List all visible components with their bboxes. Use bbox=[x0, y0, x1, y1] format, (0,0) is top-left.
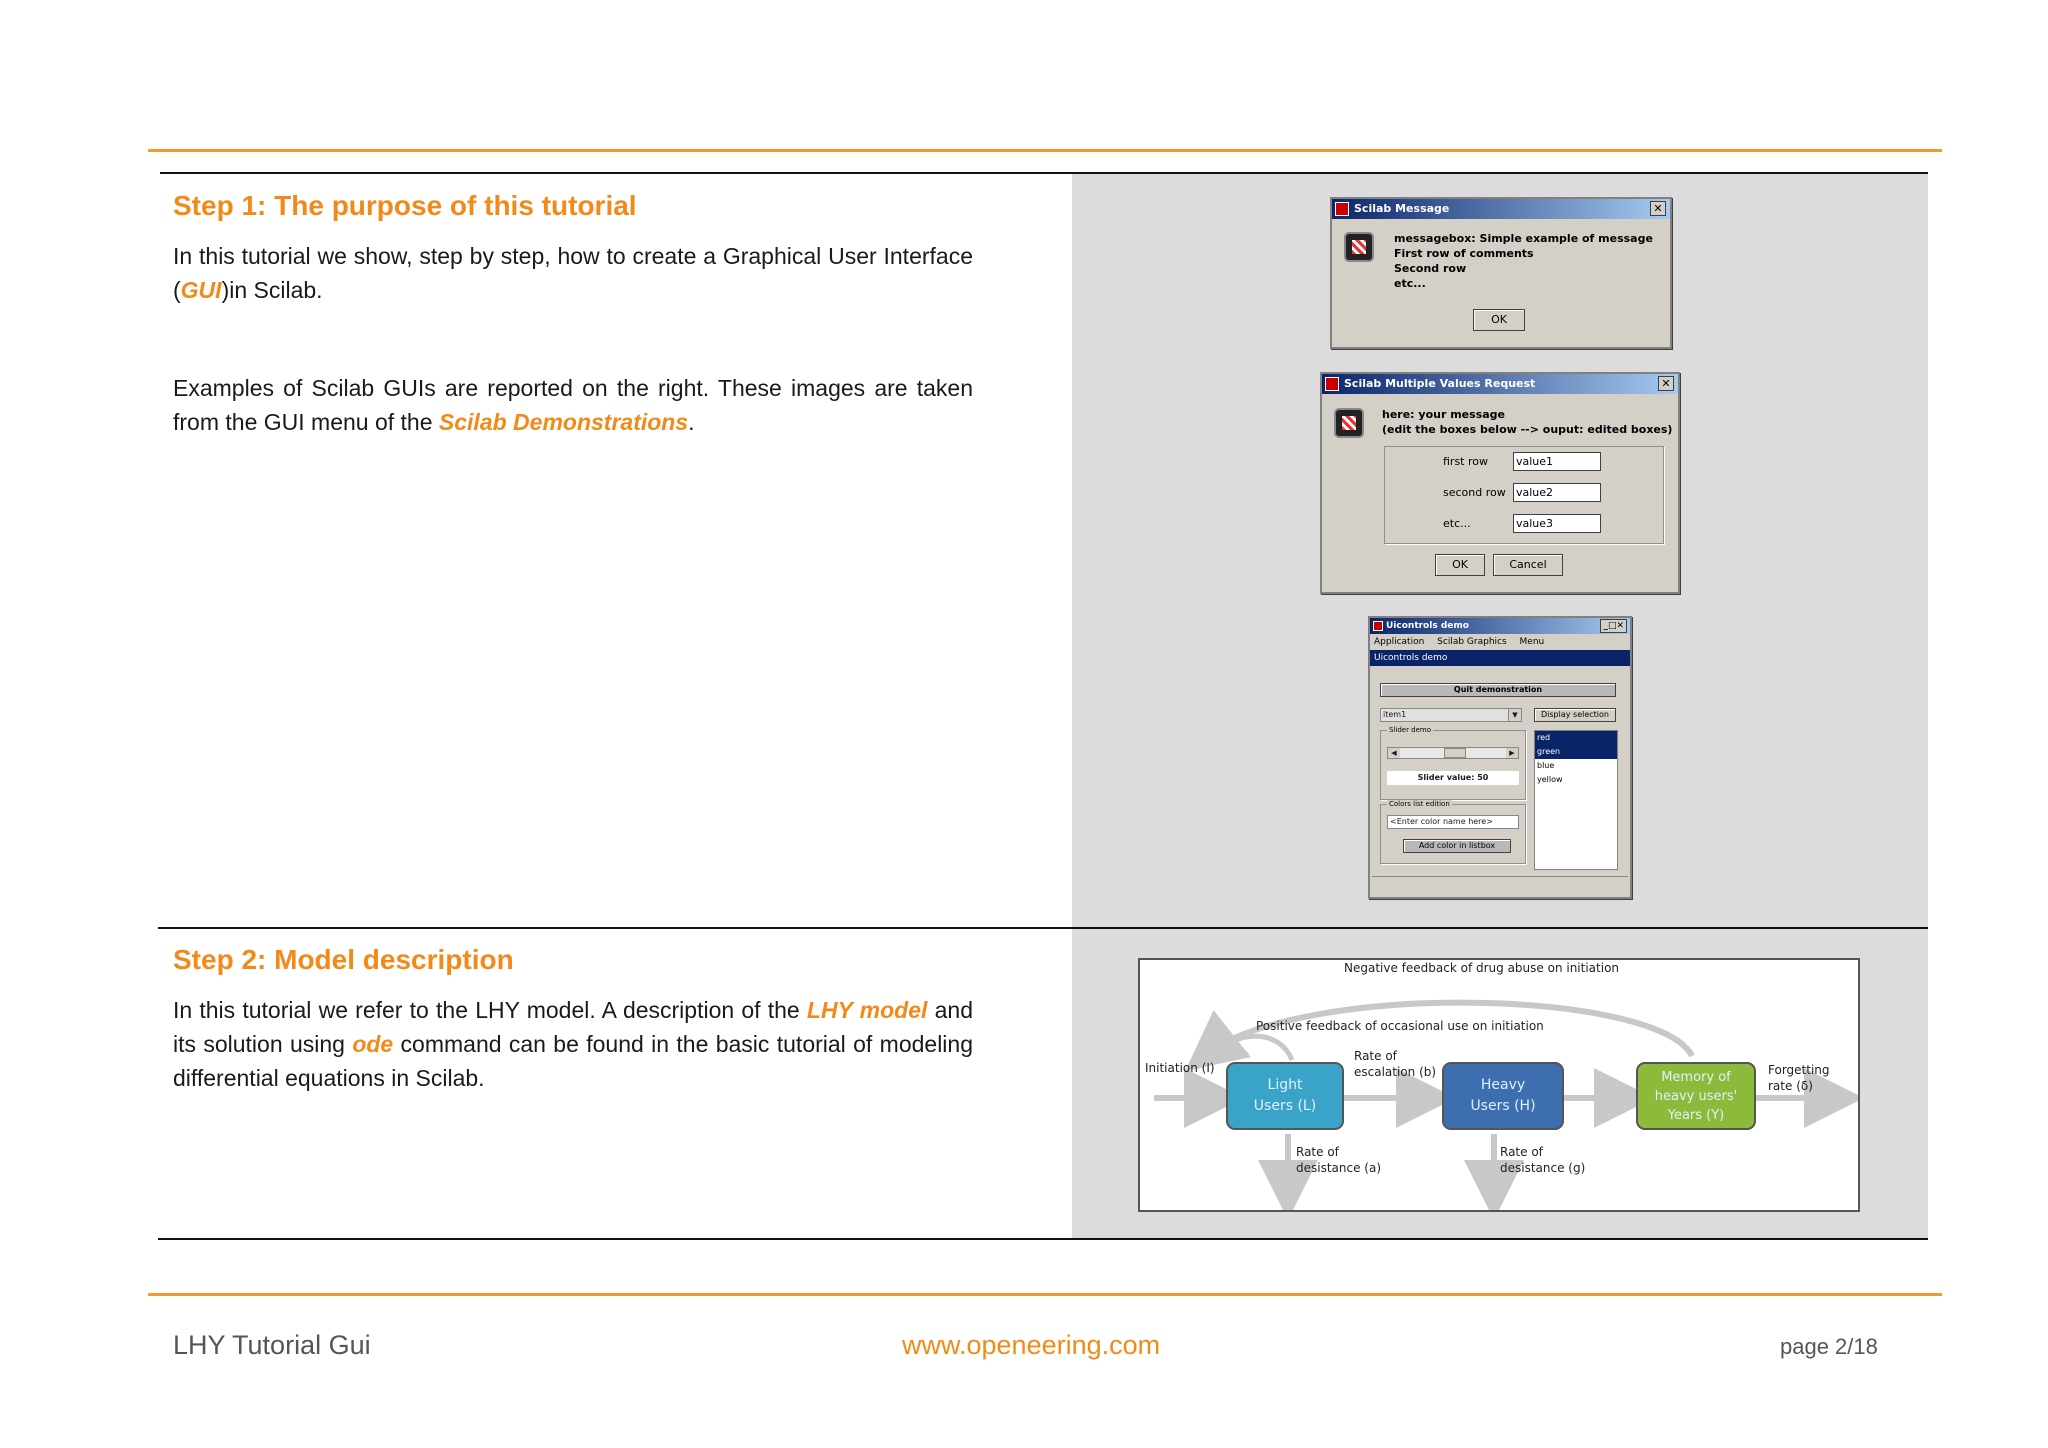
ok-button[interactable]: OK bbox=[1473, 309, 1525, 331]
uicontrols-demo-window bbox=[1368, 616, 1632, 899]
list-item[interactable]: yellow bbox=[1537, 775, 1563, 784]
color-name-input[interactable]: <Enter color name here> bbox=[1387, 815, 1519, 829]
values-dialog-titlebar: Scilab Multiple Values Request ✕ bbox=[1322, 374, 1678, 394]
ode-highlight: ode bbox=[352, 1031, 394, 1057]
initiation-label: Initiation (I) bbox=[1145, 1061, 1215, 1075]
step1-title: Step 1: The purpose of this tutorial bbox=[173, 190, 637, 221]
add-color-button[interactable]: Add color in listbox bbox=[1403, 839, 1511, 853]
second-row-field[interactable]: value2 bbox=[1513, 483, 1601, 502]
scilab-demonstrations-link[interactable]: Scilab Demonstrations bbox=[438, 409, 689, 435]
second-row-label: second row bbox=[1443, 486, 1506, 499]
scilab-icon bbox=[1373, 621, 1383, 631]
list-item[interactable]: green bbox=[1535, 745, 1617, 759]
light-users-box: Light Users (L) bbox=[1226, 1062, 1344, 1130]
uicontrols-menubar bbox=[1370, 634, 1630, 650]
lhy-model-diagram bbox=[1138, 958, 1860, 1212]
list-item[interactable]: red bbox=[1535, 731, 1617, 745]
footer-page-number: page 2/18 bbox=[1780, 1334, 1878, 1359]
uicontrols-frame-title: Uicontrols demo bbox=[1370, 650, 1630, 666]
ok-button[interactable]: OK bbox=[1435, 554, 1485, 576]
multiple-values-dialog bbox=[1320, 372, 1680, 594]
colors-list-edition-group: Colors list edition <Enter color name here> Add color in listbox bbox=[1380, 804, 1526, 864]
message-text: messagebox: Simple example of message First row of comments Second row etc... bbox=[1394, 232, 1653, 290]
scilab-logo-icon bbox=[1334, 408, 1364, 438]
slider-value-label: Slider value: 50 bbox=[1387, 771, 1519, 785]
display-selection-button[interactable]: Display selection bbox=[1534, 708, 1616, 722]
slider-thumb[interactable] bbox=[1444, 748, 1466, 758]
footer-rule bbox=[148, 1293, 1942, 1296]
step1-paragraph-2: Examples of Scilab GUIs are reported on the right. These images are taken from the GUI menu of the Scilab Demonstrations. bbox=[173, 375, 973, 435]
quit-demonstration-button[interactable]: Quit demonstration bbox=[1380, 683, 1616, 697]
scilab-icon bbox=[1335, 202, 1349, 216]
uicontrols-titlebar: Uicontrols demo _□✕ bbox=[1370, 618, 1630, 634]
lhy-model-link[interactable]: LHY model bbox=[806, 997, 928, 1023]
gui-highlight: GUI bbox=[180, 277, 222, 303]
heavy-users-box: Heavy Users (H) bbox=[1442, 1062, 1564, 1130]
negative-feedback-label: Negative feedback of drug abuse on initiation bbox=[1344, 961, 1620, 975]
slider-demo-group: Slider demo ◀ ▶ Slider value: 50 bbox=[1380, 730, 1526, 800]
scilab-icon bbox=[1325, 377, 1339, 391]
first-row-label: first row bbox=[1443, 455, 1488, 468]
footer-website-link[interactable]: www.openeering.com bbox=[902, 1330, 1161, 1360]
scilab-logo-icon bbox=[1344, 232, 1374, 262]
section-bottom-rule bbox=[158, 1238, 1928, 1240]
menu-scilab-graphics[interactable]: Scilab Graphics bbox=[1437, 637, 1507, 647]
window-buttons[interactable]: _□✕ bbox=[1600, 619, 1627, 633]
step1-paragraph-1: In this tutorial we show, step by step, how to create a Graphical User Interface (GUI)in Scilab. bbox=[173, 243, 973, 303]
menu-application[interactable]: Application bbox=[1374, 637, 1425, 647]
desistance-g-label: Rate of desistance (g) bbox=[1500, 1145, 1586, 1175]
values-message-text: here: your message (edit the boxes below --> ouput: edited boxes) bbox=[1382, 408, 1673, 436]
menu-menu[interactable]: Menu bbox=[1519, 637, 1545, 647]
positive-feedback-arrow bbox=[1210, 1036, 1292, 1060]
slider-demo[interactable] bbox=[1387, 747, 1519, 759]
values-fields-group bbox=[1384, 446, 1664, 544]
positive-feedback-label: Positive feedback of occasional use on initiation bbox=[1256, 1019, 1544, 1033]
escalation-label: Rate of escalation (b) bbox=[1354, 1049, 1437, 1079]
message-dialog-titlebar: Scilab Message ✕ bbox=[1332, 199, 1670, 219]
cancel-button[interactable]: Cancel bbox=[1493, 554, 1563, 576]
status-strip bbox=[1372, 876, 1628, 894]
colors-listbox[interactable] bbox=[1534, 730, 1618, 870]
etc-row-label: etc... bbox=[1443, 517, 1471, 530]
close-icon[interactable]: ✕ bbox=[1650, 201, 1666, 216]
chevron-down-icon: ▼ bbox=[1508, 709, 1521, 721]
list-item[interactable]: blue bbox=[1537, 761, 1555, 770]
etc-row-field[interactable]: value3 bbox=[1513, 514, 1601, 533]
header-rule bbox=[148, 149, 1942, 152]
footer-left: LHY Tutorial Gui bbox=[173, 1330, 371, 1360]
forgetting-label: Forgetting rate (δ) bbox=[1768, 1063, 1830, 1093]
step2-paragraph: In this tutorial we refer to the LHY model. A description of the LHY model and its solution using ode command can be found in the basic tutorial of modeling differential equations in Scilab. bbox=[173, 997, 973, 1091]
step2-title: Step 2: Model description bbox=[173, 944, 514, 975]
item-popup[interactable]: item1 ▼ bbox=[1380, 708, 1522, 722]
scilab-message-dialog bbox=[1330, 197, 1672, 349]
desistance-a-label: Rate of desistance (a) bbox=[1296, 1145, 1382, 1175]
memory-heavy-users-box: Memory of heavy users' Years (Y) bbox=[1636, 1062, 1756, 1130]
chevron-right-icon[interactable]: ▶ bbox=[1506, 748, 1518, 758]
first-row-field[interactable]: value1 bbox=[1513, 452, 1601, 471]
close-icon[interactable]: ✕ bbox=[1658, 376, 1674, 391]
chevron-left-icon[interactable]: ◀ bbox=[1388, 748, 1400, 758]
